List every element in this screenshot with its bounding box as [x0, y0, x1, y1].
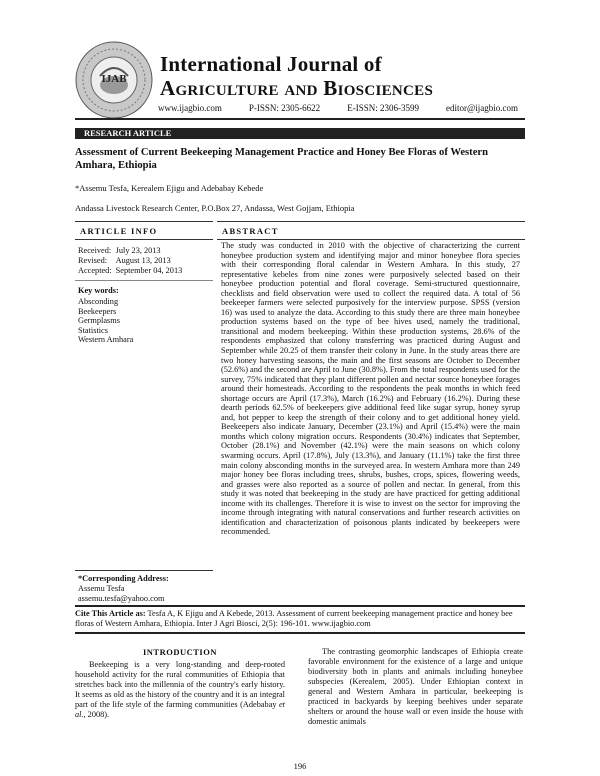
abstract-heading: ABSTRACT — [222, 226, 279, 236]
cite-rule-top — [75, 605, 525, 607]
revised-date: August 13, 2013 — [115, 255, 171, 265]
revised-label: Revised: — [78, 255, 108, 265]
corr-rule — [75, 570, 213, 571]
keyword: Beekeepers — [78, 306, 117, 316]
article-dates — [78, 246, 186, 275]
keywords-list — [78, 297, 133, 345]
received-label: Received: — [78, 246, 112, 255]
intro-left-text-b: , 2008). — [83, 710, 110, 719]
affiliation: Andassa Livestock Research Center, P.O.Box 27, Andassa, West Gojjam, Ethiopia — [75, 203, 355, 213]
introduction-heading: INTRODUCTION — [142, 647, 217, 657]
intro-left-paragraph — [75, 660, 285, 720]
journal-website[interactable]: www.ijagbio.com — [158, 103, 222, 113]
journal-logo — [74, 40, 154, 120]
info-rule-mid — [75, 239, 213, 240]
article-title: Assessment of Current Beekeeping Management Practice and Honey Bee Floras of Western Amhara, Ethiopia — [75, 147, 488, 171]
corresponding-name: Assemu Tesfa — [78, 584, 125, 593]
logo-text: IJAB — [101, 73, 127, 85]
abstract-rule-top — [217, 221, 525, 222]
intro-left-text-a: Beekeeping is a very long-standing and deep-rooted household activity for the rural communities of Ethiopia that stretches back into the millennia of the country's early history. It seems as old as the history of the country and it is an integral part of the life style of the farming communities (Adebabay — [75, 660, 285, 709]
article-info-heading: ARTICLE INFO — [80, 226, 158, 236]
accepted-label: Accepted: — [78, 265, 112, 275]
keywords-label: Key words: — [78, 286, 119, 295]
journal-pissn: P-ISSN: 2305-6622 — [248, 103, 321, 113]
abstract-text: The study was conducted in 2010 with the objective of characterizing the current honeybee production system and identifying major and minor honeybee flora species with their corresponding floral calendar in Western Amhara. In this study, 27 representative kebeles from nine zones were purposively selected based on their honeybee production potential and floral coverage. Semi-structured questionnaire, checklists and field observation were used to collect the required data. A total of 56 beekeeper farmers were selected purposively for the interview purpose. SPSS (version 16) was used to analyze the data. According to this study there are three main honeybee production systems based on the type of bee hives used, namely the traditional, transitional and modern beekeeping. Within these production systems, 28.6% of the respondents emphasized that colony transferring was practiced during August and September while 20.25 of them transfer their colony in June. In the study areas there are two honey harvesting seasons, the main and the first seasons are October to December (52.6%) and the second are April to June (30.8%). From the total respondents used for the survey, 75% indicated that they plant different pollen and nectar source honeybee forages around their homesteads. According to the respondents the peak months in which feed shortage occurs are April (17.3%), March (16.2%) and February (16.2%). During these dearth periods 62.5% of beekeepers give additional feed like sugar syrup, honey syrup and, hot pepper to keep the strength of their colony and to get additional honey yield. Beekeepers also indicate January, December (23.1%) and April (15.4%) were the main months which colony migration occurs. Respondents (30.4%) indicates that September, October (28.1%) and November (42.1%) were the main seasons on which colony swarming occurs. April (17.8%), July (13.3%), and January (11.1%) take the first three main colony absconding months in the surveyed area. In western Amhara more than 249 major honey bee floras including trees, shrubs, bushes, crops, spices, flowering weeds, and grasses were also reported as a source of pollen and nectar. In general, from this study it was noted that beekeeping in the study are have practiced for getting additional income with its challenges. Therefore it is wise to invest on the sector for improving the income through integrating with natural conservations and further research activities on identification and characterization of poisonous plants indicated by beekeepers were recommended. — [221, 241, 520, 537]
keyword: Absconding — [78, 297, 119, 306]
received-date: July 23, 2013 — [115, 246, 161, 255]
keyword: Statistics — [78, 325, 108, 335]
cite-text: Tesfa A, K Ejigu and A Kebede, 2013. Assessment of current beekeeping management practice and honey bee floras of Western Amhara, Ethiopia. Inter J Agri Biosci, 2(5): 196-101. www.ijagbio.com — [75, 609, 513, 628]
accepted-date: September 04, 2013 — [115, 265, 183, 275]
journal-email[interactable]: editor@ijagbio.com — [445, 103, 518, 113]
intro-right-paragraph: The contrasting geomorphic landscapes of Ethiopia create favorable environment for the existence of a large and unique biodiversity both in plants and animals including honeybee subspecies (Kerealem, 2005). Under Ethiopian context in general and Western Amhara in particular, beekeeping is practiced in backyards by keeping beehives under separate shelters or around the house wall or even inside the house with domestic animals — [308, 647, 523, 726]
info-rule-dates — [75, 280, 213, 281]
authors: *Assemu Tesfa, Kerealem Ejigu and Adebabay Kebede — [75, 183, 264, 193]
corresponding-email[interactable]: assemu.tesfa@yahoo.com — [78, 594, 165, 603]
cite-block — [75, 609, 525, 629]
keyword: Western Amhara — [78, 335, 134, 345]
abstract-rule-mid — [217, 239, 525, 240]
info-rule-top — [75, 221, 213, 222]
cite-rule-bottom — [75, 632, 525, 634]
header-rule — [75, 118, 525, 120]
page-number: 196 — [293, 761, 307, 771]
journal-eissn: E-ISSN: 2306-3599 — [347, 103, 419, 113]
journal-info-line — [158, 103, 518, 113]
article-type-banner: RESEARCH ARTICLE — [75, 128, 525, 139]
cite-label: Cite This Article as: — [75, 609, 146, 618]
intro-left-text-em: et al. — [75, 700, 285, 719]
corresponding-label: *Corresponding Address: — [78, 574, 169, 583]
journal-title-line2: Agriculture and Biosciences — [160, 76, 434, 100]
keyword: Germplasms — [78, 316, 120, 326]
journal-title-line1: International Journal of — [160, 52, 382, 76]
